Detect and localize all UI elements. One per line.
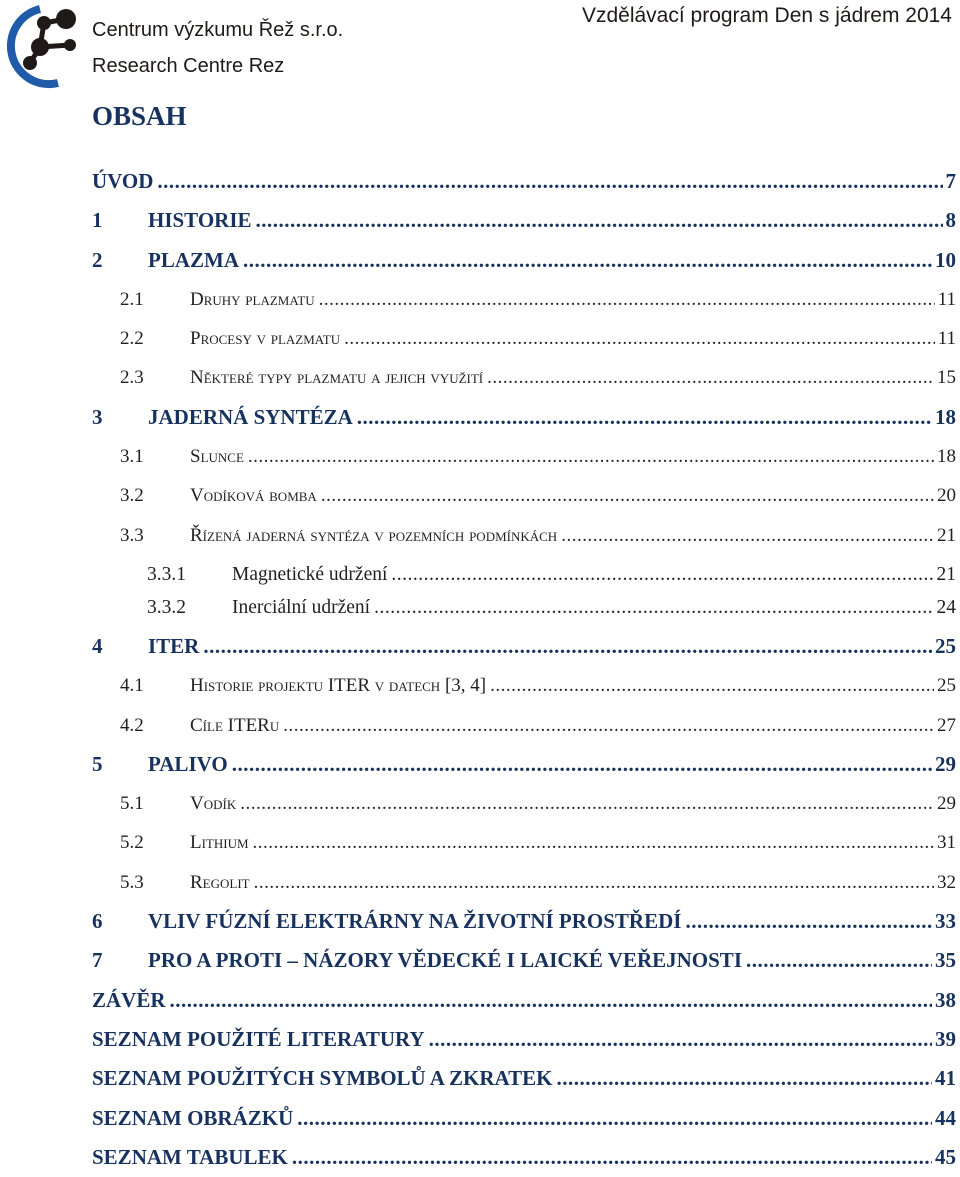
toc-entry[interactable] — [92, 1059, 956, 1098]
toc-entry-page: 24 — [936, 596, 956, 618]
dot-leader — [344, 319, 935, 358]
toc-entry-number: 5.2 — [120, 832, 144, 854]
toc-entry[interactable] — [92, 627, 956, 666]
toc-entry-page: 44 — [935, 1105, 956, 1130]
dot-leader — [254, 863, 934, 902]
toc-entry-page: 29 — [935, 751, 956, 776]
table-of-contents — [92, 162, 956, 1177]
dot-leader — [557, 1059, 932, 1098]
dot-leader — [203, 627, 932, 666]
toc-entry-page: 32 — [937, 871, 956, 893]
dot-leader — [374, 591, 933, 624]
dot-leader — [429, 1020, 932, 1059]
toc-entry-title: ÚVOD — [92, 169, 154, 193]
toc-entry-number: 3.3.2 — [147, 596, 186, 618]
dot-leader — [561, 516, 934, 555]
toc-entry-title: PLAZMA — [148, 247, 239, 272]
dot-leader — [256, 201, 943, 240]
toc-entry-title: Vodíková bomba — [190, 485, 317, 507]
toc-entry-page: 35 — [935, 948, 956, 973]
toc-entry-number: 3.3.1 — [147, 563, 186, 585]
dot-leader — [232, 745, 932, 784]
toc-entry-number: 3.2 — [120, 485, 144, 507]
toc-entry-page: 21 — [936, 563, 956, 585]
dot-leader — [170, 981, 932, 1020]
toc-entry-title: SEZNAM POUŽITÉ LITERATURY — [92, 1026, 425, 1051]
toc-entry-number: 2 — [92, 247, 103, 272]
organization-name — [92, 14, 343, 82]
toc-entry-page: 45 — [935, 1144, 956, 1169]
toc-entry-title: VLIV FÚZNÍ ELEKTRÁRNY NA ŽIVOTNÍ PROSTŘEDÍ — [148, 909, 682, 934]
toc-entry[interactable] — [92, 398, 956, 437]
toc-entry-title: ITER — [148, 633, 200, 658]
toc-entry[interactable] — [92, 162, 956, 201]
toc-entry[interactable] — [92, 516, 956, 555]
dot-leader — [283, 706, 934, 745]
toc-entry-number: 4.2 — [120, 714, 144, 736]
toc-entry[interactable] — [92, 745, 956, 784]
toc-entry[interactable] — [92, 784, 956, 823]
toc-entry-page: 27 — [937, 714, 956, 736]
toc-entry[interactable] — [92, 902, 956, 941]
dot-leader — [240, 784, 934, 823]
dot-leader — [321, 476, 934, 515]
toc-entry-page: 18 — [935, 404, 956, 429]
toc-entry[interactable] — [92, 437, 956, 476]
toc-entry-number: 5.3 — [120, 871, 144, 893]
toc-entry-page: 39 — [935, 1026, 956, 1051]
toc-entry-title: Slunce — [190, 446, 244, 468]
toc-entry-title: HISTORIE — [148, 208, 252, 233]
toc-entry-page: 10 — [935, 247, 956, 272]
toc-entry-page: 31 — [937, 832, 956, 854]
toc-entry-number: 6 — [92, 909, 103, 934]
page-header — [0, 0, 960, 100]
toc-entry[interactable] — [92, 1138, 956, 1177]
toc-entry-title: SEZNAM POUŽITÝCH SYMBOLŮ A ZKRATEK — [92, 1066, 553, 1091]
toc-entry-number: 3 — [92, 404, 103, 429]
dot-leader — [391, 558, 933, 591]
org-name-cz: Centrum výzkumu Řež s.r.o. — [92, 19, 344, 41]
contents-heading: OBSAH — [92, 101, 187, 131]
dot-leader — [319, 280, 935, 319]
toc-entry[interactable] — [92, 558, 956, 591]
toc-entry-page: 20 — [937, 485, 956, 507]
toc-entry-number: 3.1 — [120, 446, 144, 468]
toc-entry[interactable] — [92, 666, 956, 705]
program-title: Vzdělávací program Den s jádrem 2014 — [581, 4, 952, 27]
dot-leader — [157, 162, 942, 201]
toc-entry-title: Procesy v plazmatu — [190, 328, 341, 350]
toc-entry-number: 5 — [92, 751, 103, 776]
toc-entry-title: Regolit — [190, 871, 250, 893]
dot-leader — [746, 941, 932, 980]
toc-entry-title: Magnetické udržení — [232, 563, 388, 585]
toc-entry-page: 11 — [937, 328, 956, 350]
toc-entry-number: 2.1 — [120, 288, 144, 310]
toc-entry-number: 3.3 — [120, 524, 144, 546]
toc-entry-title: PRO A PROTI – NÁZORY VĚDECKÉ I LAICKÉ VEŘEJNOSTI — [148, 948, 742, 973]
toc-entry-page: 7 — [945, 169, 956, 193]
toc-entry-page: 38 — [935, 987, 956, 1012]
toc-entry-title: Cíle ITERu — [190, 714, 280, 736]
toc-entry-page: 29 — [937, 793, 956, 815]
toc-entry-title: Některé typy plazmatu a jejich využití — [190, 367, 484, 389]
dot-leader — [685, 902, 932, 941]
toc-entry-number: 1 — [92, 208, 103, 233]
toc-entry-title: Inerciální udržení — [232, 596, 371, 618]
toc-entry[interactable] — [92, 319, 956, 358]
dot-leader — [248, 437, 934, 476]
toc-entry-page: 25 — [935, 633, 956, 658]
toc-entry-title: Lithium — [190, 832, 249, 854]
toc-entry[interactable] — [92, 706, 956, 745]
toc-entry-number: 2.3 — [120, 367, 144, 389]
toc-entry-page: 21 — [937, 524, 956, 546]
toc-entry-page: 8 — [945, 208, 956, 233]
dot-leader — [253, 823, 934, 862]
dot-leader — [487, 358, 934, 397]
toc-entry[interactable] — [92, 591, 956, 624]
toc-entry-page: 18 — [937, 446, 956, 468]
toc-entry[interactable] — [92, 280, 956, 319]
toc-entry-number: 5.1 — [120, 793, 144, 815]
toc-entry[interactable] — [92, 941, 956, 980]
toc-entry[interactable] — [92, 823, 956, 862]
toc-entry[interactable] — [92, 358, 956, 397]
toc-entry-title: ZÁVĚR — [92, 987, 166, 1012]
toc-entry[interactable] — [92, 1020, 956, 1059]
toc-entry-number: 4.1 — [120, 675, 144, 697]
atom-molecule-logo-icon — [0, 3, 84, 91]
toc-entry-title: Historie projektu ITER v datech [3, 4] — [190, 675, 487, 697]
toc-entry-page: 41 — [935, 1066, 956, 1091]
toc-entry-number: 4 — [92, 633, 103, 658]
toc-entry[interactable] — [92, 863, 956, 902]
dot-leader — [490, 666, 934, 705]
toc-entry[interactable] — [92, 241, 956, 280]
toc-entry-title: Řízená jaderná syntéza v pozemních podmínkách — [190, 524, 558, 546]
dot-leader — [297, 1099, 932, 1138]
dot-leader — [243, 241, 932, 280]
toc-entry-page: 11 — [937, 288, 956, 310]
toc-entry-title: Druhy plazmatu — [190, 288, 315, 310]
toc-entry-page: 25 — [937, 675, 956, 697]
toc-entry-title: JADERNÁ SYNTÉZA — [148, 404, 353, 429]
toc-entry[interactable] — [92, 201, 956, 240]
toc-entry[interactable] — [92, 1099, 956, 1138]
toc-entry[interactable] — [92, 476, 956, 515]
toc-entry-page: 15 — [937, 367, 956, 389]
dot-leader — [357, 398, 932, 437]
toc-entry-title: Vodík — [190, 793, 237, 815]
toc-entry-page: 33 — [935, 909, 956, 934]
toc-entry-title: SEZNAM OBRÁZKŮ — [92, 1105, 294, 1130]
dot-leader — [292, 1138, 932, 1177]
toc-entry-title: PALIVO — [148, 751, 228, 776]
toc-entry-number: 2.2 — [120, 328, 144, 350]
toc-entry[interactable] — [92, 981, 956, 1020]
org-name-en: Research Centre Rez — [92, 55, 285, 77]
toc-entry-title: SEZNAM TABULEK — [92, 1144, 288, 1169]
toc-entry-number: 7 — [92, 948, 103, 973]
